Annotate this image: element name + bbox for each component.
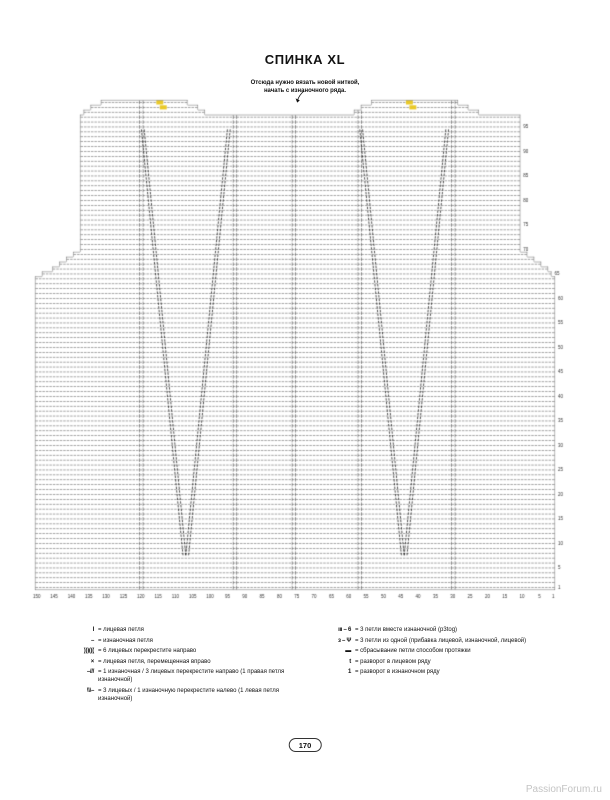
legend-item-right-1 [315,637,558,645]
legend-item-left-5 [58,687,301,703]
page-number: 170 [298,740,312,750]
legend-symbol: ▬ [345,648,351,655]
legend-column-right [315,626,558,706]
legend-item-right-0 [315,626,558,634]
legend-text: = 6 лицевых перекрестите направо [98,648,197,655]
legend-symbol: × [90,658,94,665]
legend-text: = разворот в изнаночном ряду [355,669,440,676]
legend-text: = 3 петли вместе изнаночной (p3tog) [355,627,458,633]
legend-text: = лицевая петля [98,627,144,633]
legend [58,626,558,706]
legend-text: = 3 петли из одной (прибавка лицевой, изнаночной, лицевой) [355,637,527,644]
legend-item-left-3 [58,658,301,666]
legend-text: = сбрасывание петли способом протяжки [355,648,471,655]
legend-text: = лицевая петля, перемещенная вправо [98,658,211,665]
page-number-badge [289,738,322,752]
legend-symbol: –/// [86,669,94,676]
legend-symbol: \\\– [86,688,94,695]
watermark: PassionForum.ru [525,784,602,795]
legend-symbol: 1 [347,669,351,676]
legend-symbol: t [349,658,351,665]
legend-text: = разворот в лицевом ряду [355,658,431,665]
legend-symbol: – [90,637,94,644]
legend-text: = 3 лицевых / 1 изнаночную перекрестите налево (1 левая петля изнаночной) [98,688,280,703]
legend-item-right-4 [315,668,558,676]
legend-symbol: )))((( [83,648,94,655]
legend-item-left-0 [58,626,301,634]
legend-item-left-4 [58,668,301,684]
legend-symbol: з – Ψ [337,637,351,644]
legend-item-right-2 [315,647,558,655]
legend-item-right-3 [315,658,558,666]
legend-symbol: I [92,627,94,633]
legend-symbol: ııı – 6 [338,627,351,633]
legend-text: = 1 изнаночная / 3 лицевых перекрестите направо (1 правая петля изнаночной) [98,669,285,684]
legend-item-left-1 [58,637,301,645]
legend-item-left-2 [58,647,301,655]
legend-text: = изнаночная петля [98,637,153,644]
page-title: СПИНКА XL [264,52,346,67]
legend-column-left [58,626,301,706]
knitting-chart [30,95,580,605]
note-line-1: Отсюда нужно вязать новой ниткой, [250,80,360,86]
note-line-2: начать с изнаночного ряда. [263,88,347,95]
